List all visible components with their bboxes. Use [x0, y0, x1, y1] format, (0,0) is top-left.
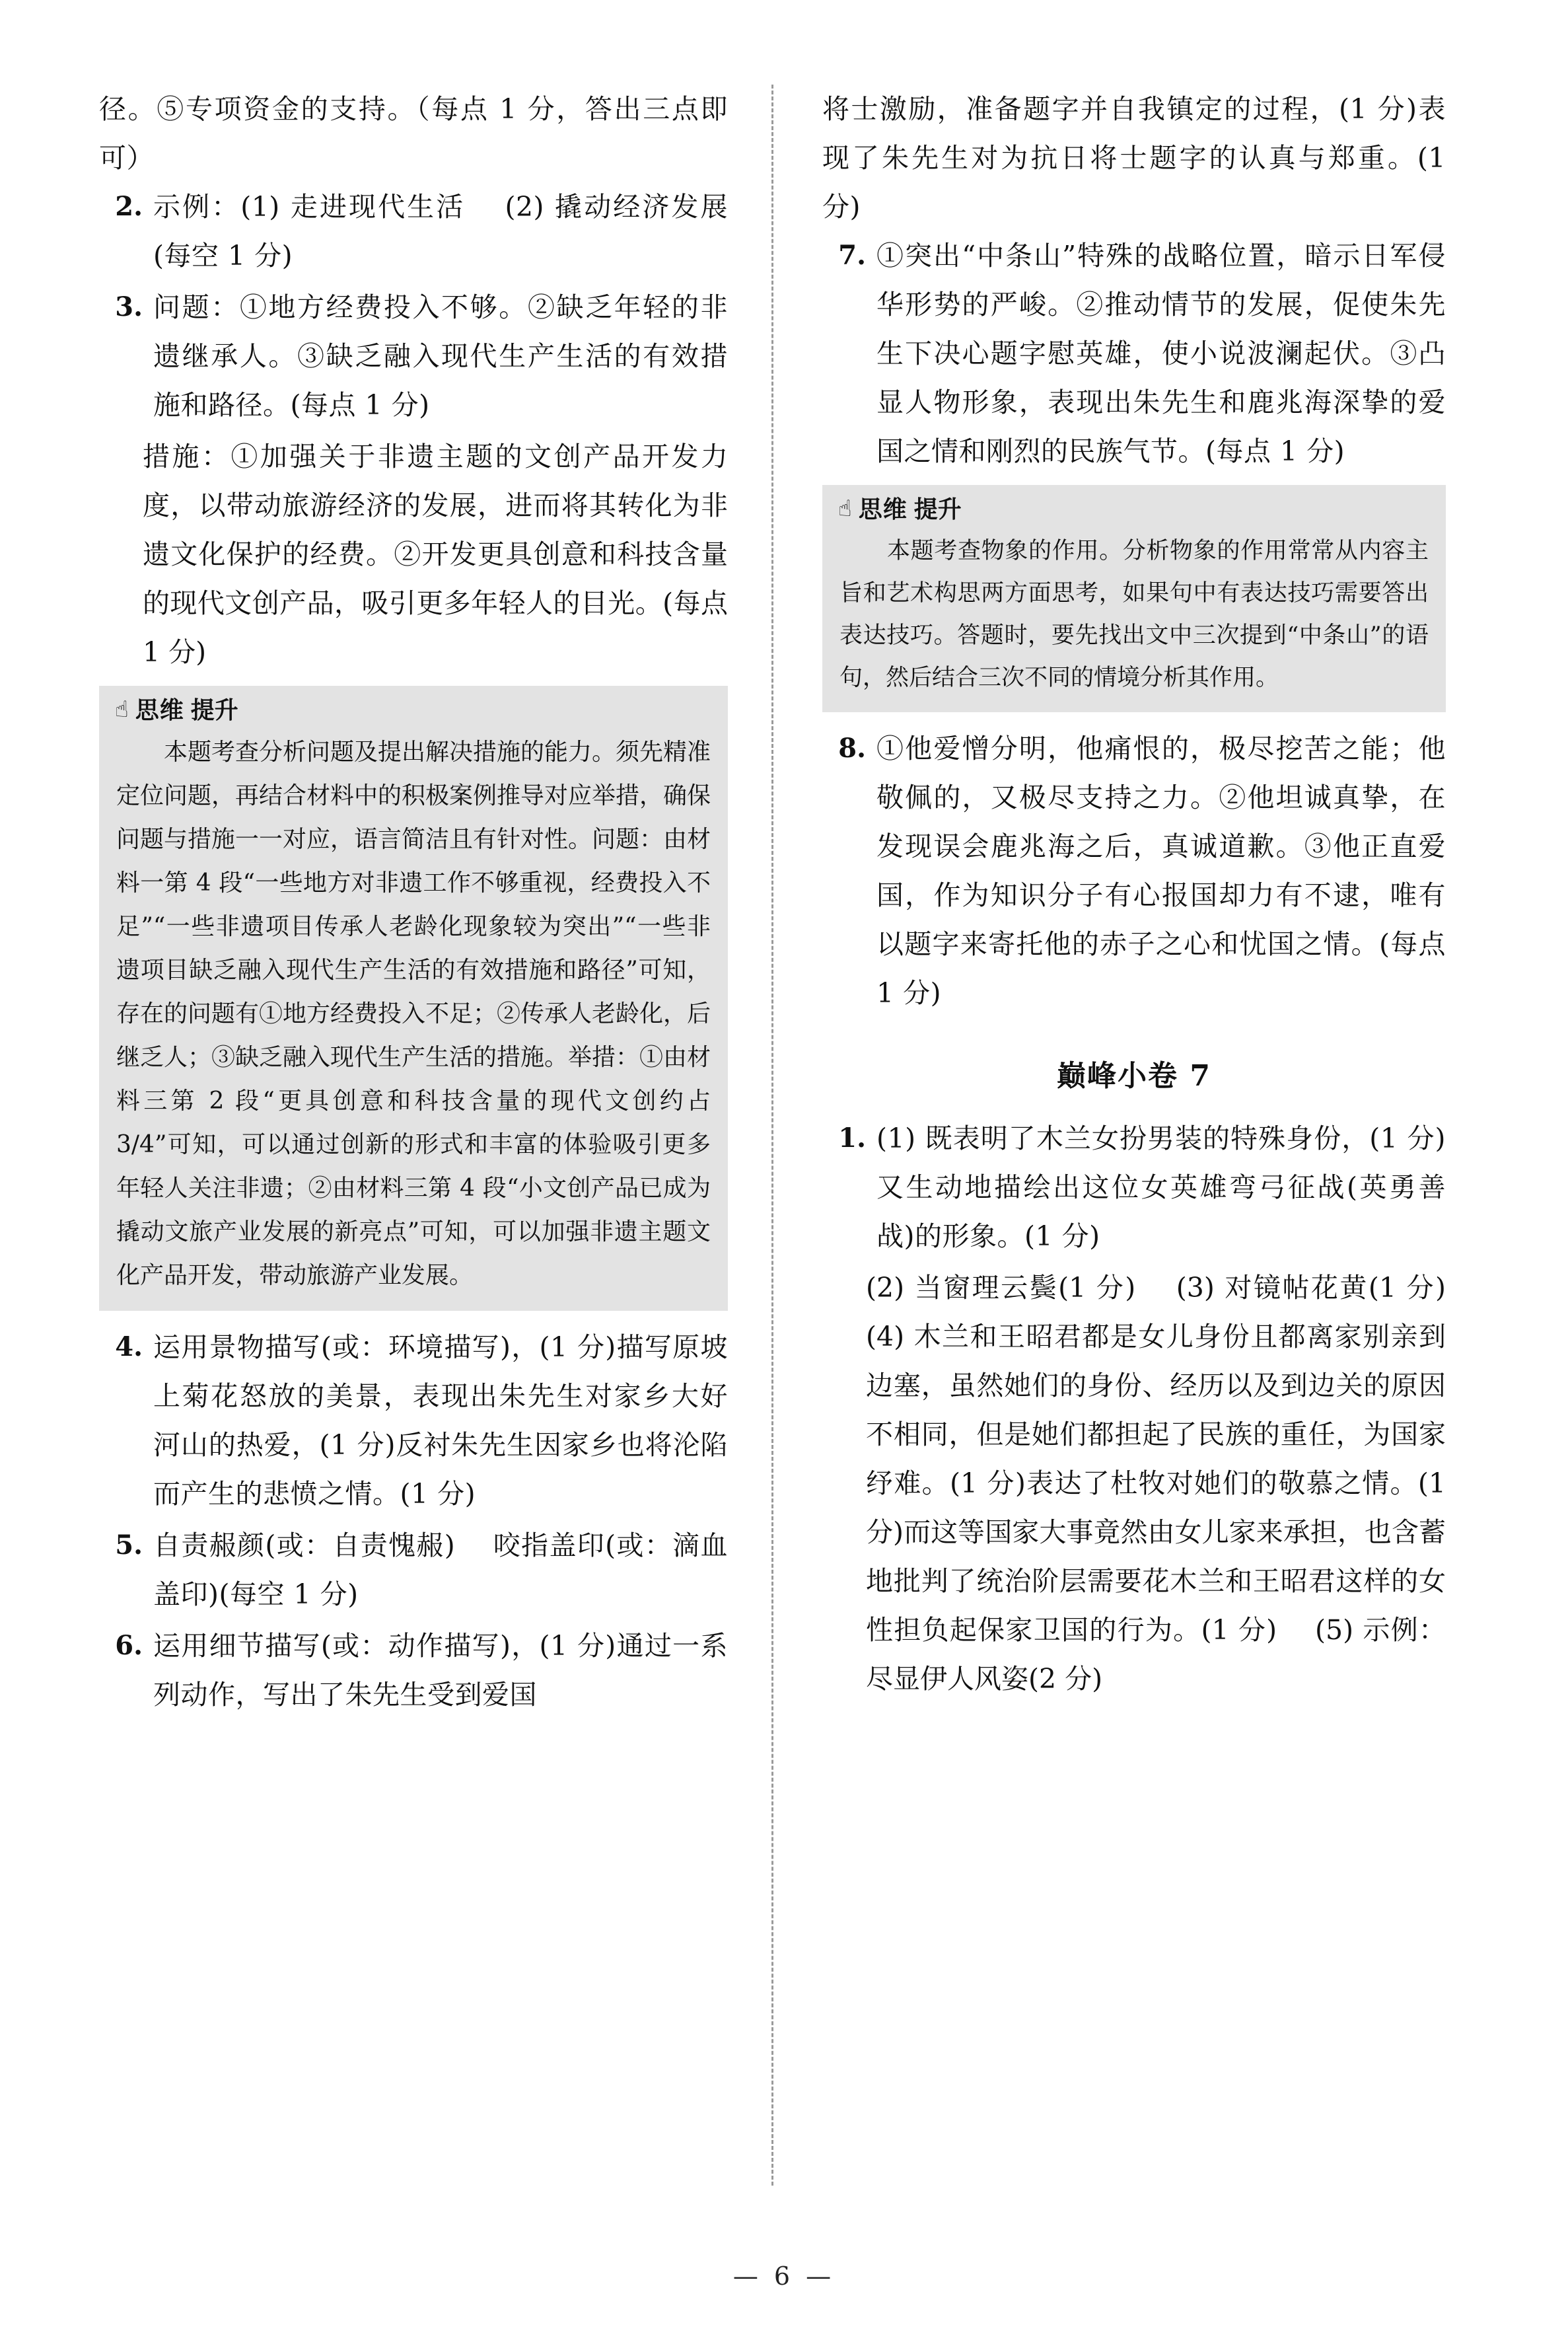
page-number: — 6 — — [732, 2262, 836, 2291]
thinking-tip-header — [822, 485, 1446, 530]
answer-item-1 — [822, 1114, 1446, 1261]
thinking-tip-box-1 — [99, 686, 728, 1311]
hand-pointing-icon: ☝ — [115, 696, 129, 723]
answer-item-7 — [822, 231, 1446, 476]
answer-text: ①他爱憎分明，他痛恨的，极尽挖苦之能；他敬佩的，又极尽支持之力。②他坦诚真挚，在发现误会鹿兆海之后，真诚道歉。③他正直爱国，作为知识分子有心报国却力有不逮，唯有以题字来寄托他的赤子之心和忧国之情。(每点 1 分) — [876, 733, 1446, 1009]
section-title: 巅峰小卷 7 — [1057, 1059, 1211, 1093]
answer-text: ①突出“中条山”特殊的战略位置，暗示日军侵华形势的严峻。②推动情节的发展，促使朱先生下决心题字慰英雄，使小说波澜起伏。③凸显人物形象，表现出朱先生和鹿兆海深挚的爱国之情和刚烈的民族气节。(每点 1 分) — [876, 240, 1446, 467]
thinking-tip-box-2 — [822, 485, 1446, 712]
thinking-tip-text: 本题考查物象的作用。分析物象的作用常常从内容主旨和艺术构思两方面思考，如果句中有表达技巧需要答出表达技巧。答题时，要先找出文中三次提到“中条山”的语句，然后结合三次不同的情境分析其作用。 — [839, 538, 1429, 691]
answer-item-4 — [99, 1323, 728, 1518]
thinking-tip-header — [99, 686, 728, 731]
answer-item-6 — [99, 1621, 728, 1719]
answer-item-2 — [99, 182, 728, 280]
continued-paragraph-right: 将士激励，准备题字并自我镇定的过程，(1 分)表现了朱先生对为抗日将士题字的认真与郑重。(1 分) — [822, 93, 1446, 223]
continued-paragraph-left: 径。⑤专项资金的支持。（每点 1 分，答出三点即可） — [99, 93, 728, 174]
answer-item-3 — [99, 283, 728, 429]
two-column-layout — [99, 85, 1482, 2186]
thinking-tip-label-2: 提升 — [913, 496, 962, 523]
thinking-tip-label-1: 思维 — [135, 697, 184, 724]
hand-pointing-icon: ☝ — [838, 496, 852, 522]
answer-item-1-continued: (2) 当窗理云鬓(1 分) (3) 对镜帖花黄(1 分) (4) 木兰和王昭君都是女儿身份且都离家别亲到边塞，虽然她们的身份、经历以及到边关的原因不相同，但是她们都担起了民族的重任，为国家纾难。(1 分)表达了杜牧对她们的敬慕之情。(1 分)而这等国家大事竟然由女儿家来承担，也含蓄地批判了统治阶层需要花木兰和王昭君这样的女性担负起保家卫国的行为。(1 分) (5) 示例：尽显伊人风姿(2 分) — [866, 1272, 1482, 1695]
left-column — [99, 85, 766, 1722]
right-column — [779, 85, 1482, 1703]
answer-text: 自责赧颜(或：自责愧赧) 咬指盖印(或：滴血盖印)(每空 1 分) — [153, 1530, 728, 1610]
thinking-tip-label-1: 思维 — [858, 496, 908, 523]
answer-number: 1. — [838, 1123, 866, 1154]
answer-text: 示例：(1) 走进现代生活 (2) 撬动经济发展(每空 1 分) — [153, 191, 728, 272]
answer-number: 3. — [115, 291, 143, 322]
answer-item-3-measures: 措施：①加强关于非遗主题的文创产品开发力度，以带动旅游经济的发展，进而将其转化为非遗文化保护的经费。②开发更具创意和科技含量的现代文创产品，吸引更多年轻人的目光。(每点 1 分) — [143, 441, 728, 668]
answer-item-8 — [822, 724, 1446, 1017]
answer-text: 问题：①地方经费投入不够。②缺乏年轻的非遗继承人。③缺乏融入现代生产生活的有效措施和路径。(每点 1 分) — [153, 291, 728, 421]
answer-number: 5. — [115, 1530, 143, 1561]
answer-text: 运用细节描写(或：动作描写)，(1 分)通过一系列动作，写出了朱先生受到爱国 — [153, 1630, 728, 1711]
answer-text: (1) 既表明了木兰女扮男装的特殊身份，(1 分)又生动地描绘出这位女英雄弯弓征战(英勇善战)的形象。(1 分) — [876, 1123, 1446, 1252]
column-divider — [771, 85, 773, 2186]
answer-number: 4. — [115, 1331, 143, 1362]
thinking-tip-label-2: 提升 — [190, 697, 238, 724]
answer-number: 6. — [115, 1630, 143, 1661]
answer-number: 8. — [838, 733, 866, 764]
answer-text: 运用景物描写(或：环境描写)，(1 分)描写原坡上菊花怒放的美景，表现出朱先生对家乡大好河山的热爱，(1 分)反衬朱先生因家乡也将沦陷而产生的悲愤之情。(1 分) — [153, 1331, 728, 1510]
answer-number: 7. — [838, 240, 866, 271]
answer-item-5 — [99, 1521, 728, 1619]
answer-number: 2. — [115, 191, 143, 222]
thinking-tip-text: 本题考查分析问题及提出解决措施的能力。须先精准定位问题，再结合材料中的积极案例推导对应举措，确保问题与措施一一对应，语言简洁且有针对性。问题：由材料一第 4 段“一些地方对非遗工作不够重视，经费投入不足”“一些非遗项目传承人老龄化现象较为突出”“一些非遗项目缺乏融入现代生产生活的有效措施和路径”可知，存在的问题有①地方经费投入不足；②传承人老龄化，后继乏人；③缺乏融入现代生产生活的措施。举措：①由材料三第 2 段“更具创意和科技含量的现代文创约占 3/4”可知，可以通过创新的形式和丰富的体验吸引更多年轻人关注非遗；②由材料三第 4 段“小文创产品已成为撬动文旅产业发展的新亮点”可知，可以加强非遗主题文化产品开发，带动旅游产业发展。 — [116, 739, 711, 1289]
